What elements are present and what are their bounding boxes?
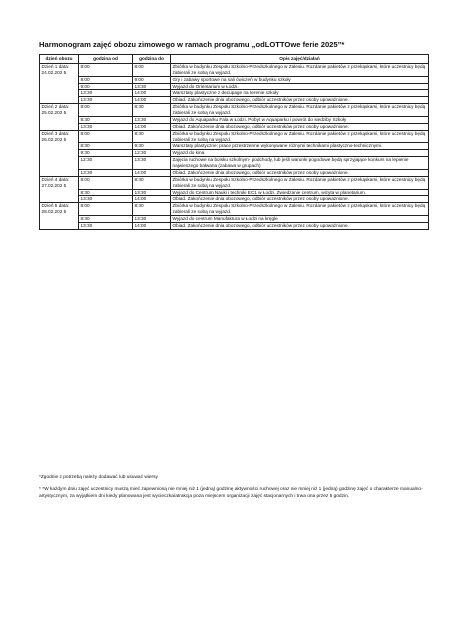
table-row xyxy=(40,83,429,90)
day-label: Dzień 1 data: 24.02.202 5 xyxy=(40,63,79,103)
description-cell: Obiad. Zakończenie dnia obozowego, odbiór uczestników przez osoby upoważnione. xyxy=(171,97,429,104)
table-row xyxy=(40,157,429,170)
time-from-cell: 13:30 xyxy=(79,123,133,130)
time-from-cell: 8:00 xyxy=(79,104,133,117)
day-label: Dzień 2 data: 25.02.202 5 xyxy=(40,104,79,131)
description-cell: Obiad. Zakończenie dnia obozowego, odbiór uczestników przez osoby upoważnione. xyxy=(171,169,429,176)
time-from-cell: 13:30 xyxy=(79,169,133,176)
table-row xyxy=(40,203,429,216)
table-header-row xyxy=(40,55,429,64)
table-row xyxy=(40,90,429,97)
description-cell: Wyjazd do Centrum Nauki i techniki EC1 w Łodzi. Zwiedzanie centrum, wizyta w planetarium. xyxy=(171,189,429,196)
table-row xyxy=(40,116,429,123)
table-row xyxy=(40,143,429,150)
table-row xyxy=(40,63,429,76)
table-row xyxy=(40,76,429,83)
day-label: Dzień 4 data: 27.02.202 5 xyxy=(40,176,79,203)
table-row xyxy=(40,222,429,229)
time-from-cell: 8:30 xyxy=(79,143,133,150)
time-to-cell: 14:00 xyxy=(133,123,171,130)
time-to-cell: 14:00 xyxy=(133,222,171,229)
time-from-cell: 8:00 xyxy=(79,130,133,143)
description-cell: Zbiórka w budynku Zespołu Szkolno-Przedszkolnego w Zalesiu. Rozdanie pakietów z przekąskami, które uczestnicy będą zabierali ze sobą na wyjazd. xyxy=(171,176,429,189)
time-from-cell: 8:30 xyxy=(79,116,133,123)
header-from: godzina od xyxy=(79,55,133,64)
description-cell: Zbiórka w budynku Zespołu Szkolno-Przedszkolnego w Zalesiu. Rozdanie pakietów z przekąskami, które uczestnicy będą zabierali ze sobą na wyjazd. xyxy=(171,104,429,117)
header-day: dzień obozu xyxy=(40,55,79,64)
time-to-cell: 8:00 xyxy=(133,63,171,76)
time-from-cell: 9:00 xyxy=(79,83,133,90)
header-to: godzina do xyxy=(133,55,171,64)
footnote-2: * *W każdym dniu zajęć uczestnicy muszą mieć zapewnioną nie mniej niż 1 (jedną) godzinę aktywności ruchowej oraz nie mniej niż 1 (jedną) godzinę zajęć o charakterze manualno-artystycznym, za wyjątkiem dni kiedy planowana jest wycieczka/atrakcja poza miejscem organizacji zajęć stacjonarnych i trwa ona przez 5 godzin. xyxy=(39,486,423,500)
description-cell: Wyjazd do centrum Manufaktura w Łodzi na kręgle xyxy=(171,216,429,223)
time-from-cell: 13:30 xyxy=(79,97,133,104)
schedule-table xyxy=(39,54,429,230)
description-cell: Warsztaty plastyczne z decupage na terenie szkoły xyxy=(171,90,429,97)
schedule-body xyxy=(40,63,429,229)
day-label: Dzień 3 data: 26.02.202 5 xyxy=(40,130,79,176)
table-row xyxy=(40,104,429,117)
time-to-cell: 9:30 xyxy=(133,143,171,150)
time-from-cell: 8:00 xyxy=(79,76,133,83)
time-to-cell: 9:00 xyxy=(133,76,171,83)
time-to-cell: 13:30 xyxy=(133,157,171,170)
time-to-cell: 13:30 xyxy=(133,189,171,196)
time-from-cell: 12:30 xyxy=(79,157,133,170)
time-from-cell: 8:30 xyxy=(79,189,133,196)
document-title: Harmonogram zajęć obozu zimowego w ramach programu „odLOTTOwe ferie 2025”* xyxy=(39,40,345,49)
time-to-cell: 12:30 xyxy=(133,150,171,157)
time-to-cell: 13:30 xyxy=(133,216,171,223)
time-to-cell: 8:30 xyxy=(133,203,171,216)
description-cell: Zbiórka w budynku Zespołu Szkolno-Przedszkolnego w Zalesiu. Rozdanie pakietów z przekąskami, które uczestnicy będą zabierali ze sobą na wyjazd. xyxy=(171,63,429,76)
table-row xyxy=(40,130,429,143)
time-from-cell: 13:30 xyxy=(79,222,133,229)
time-from-cell: 8:30 xyxy=(79,216,133,223)
description-cell: Obiad. Zakończenie dnia obozowego, odbiór uczestników przez osoby upoważnione. xyxy=(171,123,429,130)
time-to-cell: 8:30 xyxy=(133,104,171,117)
table-row xyxy=(40,189,429,196)
description-cell: Zajęcia ruchowe na boisku szkolnym- podchody, lub jeśli warunki pogodowe będą sprzyjające konkurs na lepienie najwieszego bałwana (zabawa w grupach) xyxy=(171,157,429,170)
description-cell: Zbiórka w budynku Zespołu Szkolno-Przedszkolnego w Zalesiu. Rozdanie pakietów z przekąskami, które uczestnicy będą zabierali ze sobą na wyjazd. xyxy=(171,203,429,216)
time-to-cell: 13:30 xyxy=(133,83,171,90)
description-cell: Gry i zabawy sportowe na sali ćwiczeń w budynku szkoły xyxy=(171,76,429,83)
time-to-cell: 14:00 xyxy=(133,169,171,176)
description-cell: Obiad. Zakończenie dnia obozowego, odbiór uczestników przez osoby upoważnione. xyxy=(171,196,429,203)
table-row xyxy=(40,176,429,189)
description-cell: Zbiórka w budynku Zespołu Szkolno-Przedszkolnego w Zalesiu. Rozdanie pakietów z przekąskami, które uczestnicy będą zabierali ze sobą na wyjazd. xyxy=(171,130,429,143)
footnote-1: *Zgodnie z potrzebą należy dodawać lub usuwać wiersy xyxy=(39,475,158,480)
table-row xyxy=(40,150,429,157)
table-row xyxy=(40,169,429,176)
description-cell: Wyjazd do Orientarium w Łodzi. xyxy=(171,83,429,90)
description-cell: Wyjazd do Aquaparku Fala w Łodzi. Pobyt w Aquaparku i powrót do siedziby Szkoły xyxy=(171,116,429,123)
description-cell: Warsztaty plastyczne: prace przestrzenne wykonywane różnymi technikami plastyczno-technicznymi. xyxy=(171,143,429,150)
time-from-cell: 8:00 xyxy=(79,203,133,216)
header-description: Opis zajęć/działań xyxy=(171,55,429,64)
time-from-cell: 13:30 xyxy=(79,90,133,97)
time-to-cell: 8:30 xyxy=(133,176,171,189)
table-row xyxy=(40,216,429,223)
time-from-cell: 13:30 xyxy=(79,196,133,203)
time-from-cell: 8:00 xyxy=(79,63,133,76)
footnotes xyxy=(39,474,431,505)
time-to-cell: 14:00 xyxy=(133,97,171,104)
table-row xyxy=(40,97,429,104)
description-cell: Wyjazd do kina. xyxy=(171,150,429,157)
day-label: Dzień 5 data: 28.02.202 5 xyxy=(40,203,79,230)
table-row xyxy=(40,123,429,130)
description-cell: Obiad. Zakończenie dnia obozowego, odbiór uczestników przez osoby upoważnione. xyxy=(171,222,429,229)
time-from-cell: 9:30 xyxy=(79,150,133,157)
time-to-cell: 13:30 xyxy=(133,116,171,123)
time-to-cell: 8:30 xyxy=(133,130,171,143)
table-row xyxy=(40,196,429,203)
time-from-cell: 8:00 xyxy=(79,176,133,189)
time-to-cell: 14:00 xyxy=(133,196,171,203)
time-to-cell: 14:00 xyxy=(133,90,171,97)
